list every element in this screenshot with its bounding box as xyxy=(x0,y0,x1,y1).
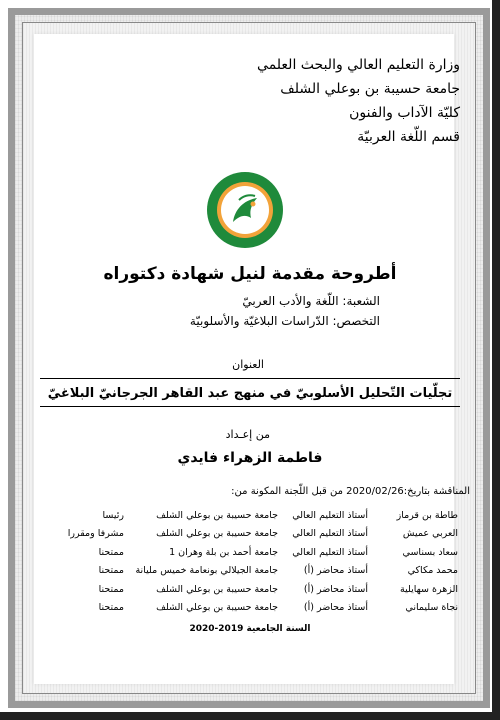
ministry-line: وزارة التعليم العالي والبحث العلمي xyxy=(257,57,460,73)
specialty-line: التخصص: الدّراسات البلاغيّة والأسلوبيّة xyxy=(189,314,380,328)
member-university: جامعة حسيبة بن بوعلي الشلف xyxy=(156,528,278,540)
member-university: جامعة حسيبة بن بوعلي الشلف xyxy=(156,583,278,595)
committee-row xyxy=(50,506,460,525)
academic-year: السنة الجامعية 2019-2020 xyxy=(189,624,311,634)
member-university: جامعة حسيبة بن بوعلي الشلف xyxy=(156,509,278,521)
member-name: طاطة بن قرماز xyxy=(396,509,458,521)
member-university: جامعة أحمد بن بلة وهران 1 xyxy=(169,546,278,558)
member-role: ممتحنا xyxy=(98,565,124,577)
member-rank: أستاذ التعليم العالي xyxy=(292,509,368,521)
member-role: ممتحنا xyxy=(98,583,124,595)
department-line: قسم اللّغة العربيّة xyxy=(357,129,460,145)
member-name: العربي عميش xyxy=(402,528,458,540)
page-shadow-right xyxy=(492,0,500,720)
member-rank: أستاذ محاضر (أ) xyxy=(303,565,368,577)
committee-row xyxy=(50,580,460,599)
subject-bottom-rule xyxy=(40,406,460,407)
subject-label: العنوان xyxy=(232,358,264,371)
committee-table xyxy=(50,506,460,617)
committee-row xyxy=(50,599,460,618)
committee-row xyxy=(50,543,460,562)
member-name: سعاد بسناسي xyxy=(402,546,458,558)
member-name: نجاة سليماني xyxy=(405,602,458,614)
subject-title: تجلّيات التّحليل الأسلوبيّ في منهج عبد القاهر الجرجانيّ البلاغيّ xyxy=(47,386,453,401)
university-line: جامعة حسيبة بن بوعلي الشلف xyxy=(280,81,460,97)
member-role: ممتحنا xyxy=(98,602,124,614)
member-role: مشرفا ومقررا xyxy=(67,528,124,540)
member-name: محمد مكاكي xyxy=(407,565,458,577)
member-name: الزهرة سهايلية xyxy=(399,583,458,595)
member-university: جامعة حسيبة بن بوعلي الشلف xyxy=(156,602,278,614)
member-role: ممتحنا xyxy=(98,546,124,558)
member-rank: أستاذ التعليم العالي xyxy=(292,528,368,540)
page-shadow-bottom xyxy=(0,712,500,720)
committee-row xyxy=(50,525,460,544)
thesis-title: أطروحة مقدمة لنيل شهادة دكتوراه xyxy=(103,264,397,284)
member-rank: أستاذ التعليم العالي xyxy=(292,546,368,558)
faculty-line: كليّة الآداب والفنون xyxy=(349,105,460,121)
member-rank: أستاذ محاضر (أ) xyxy=(303,583,368,595)
member-rank: أستاذ محاضر (أ) xyxy=(303,602,368,614)
member-role: رئيسا xyxy=(102,509,124,521)
committee-intro: المناقشة بتاريخ:2020/02/26 من قبل اللّجنة المكونة من: xyxy=(231,486,470,497)
member-university: جامعة الجيلالي بونعامة خميس مليانة xyxy=(135,565,278,577)
university-logo xyxy=(205,170,285,250)
subject-top-rule xyxy=(40,378,460,379)
author-name: فاطمة الزهراء فايدي xyxy=(177,450,323,466)
author-label: من إعـداد xyxy=(225,428,270,441)
branch-line: الشعبة: اللّغة والأدب العربيّ xyxy=(242,294,380,308)
committee-row xyxy=(50,562,460,581)
